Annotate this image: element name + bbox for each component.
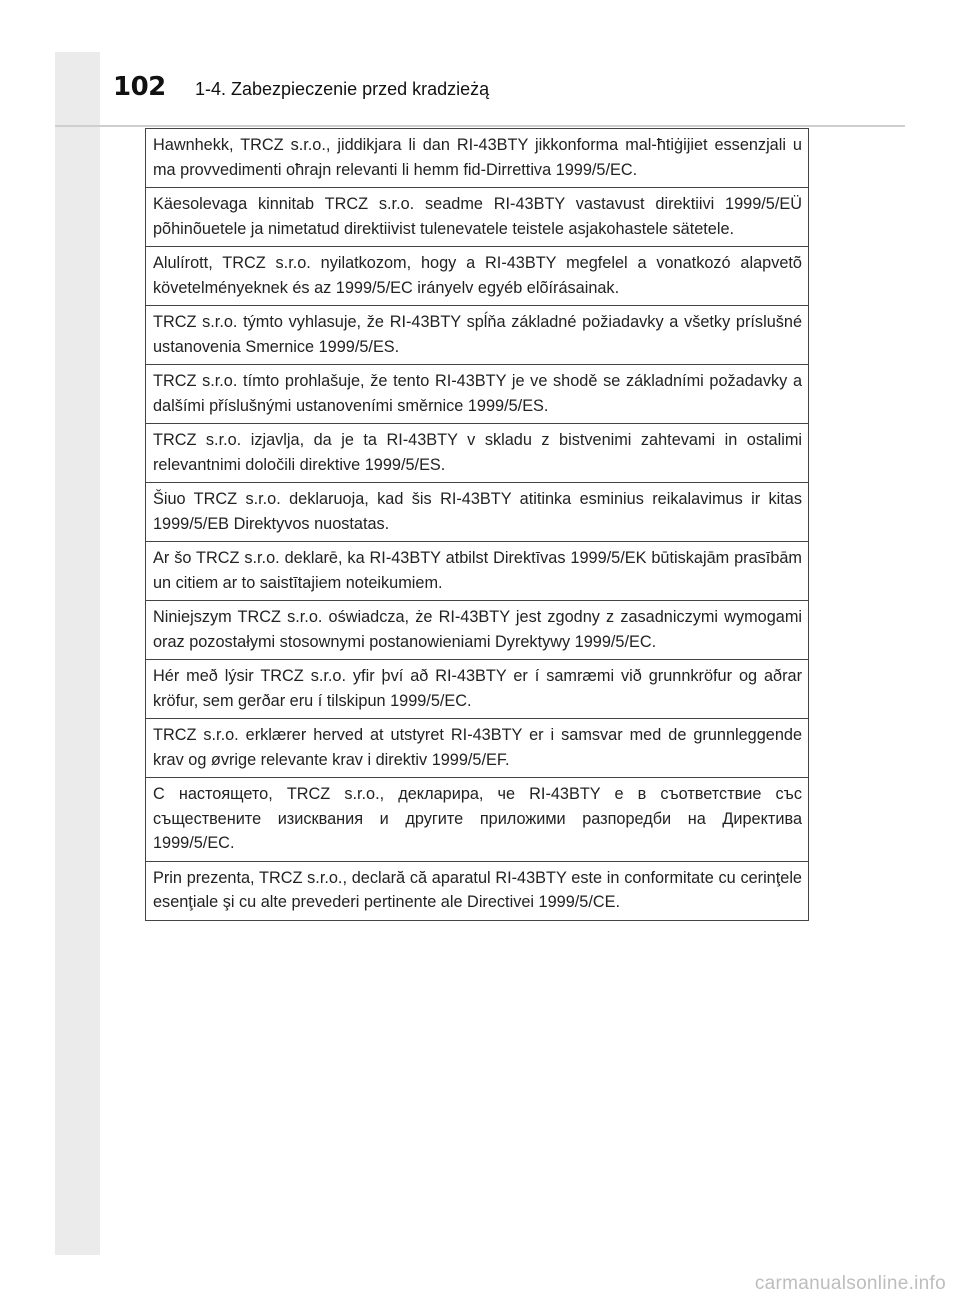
- declaration-romanian: Prin prezenta, TRCZ s.r.o., declară că aparatul RI-43BTY este in conformitate cu cerinţele esenţiale şi cu alte prevederi pertinente ale Directivei 1999/5/CE.: [146, 861, 808, 920]
- watermark: carmanualsonline.info: [754, 1273, 946, 1294]
- declaration-maltese: Hawnhekk, TRCZ s.r.o., jiddikjara li dan RI-43BTY jikkonforma mal-ħtiġijiet essenzjali u ma provvedimenti oħrajn relevanti li hemm fid-Dirrettiva 1999/5/EC.: [153, 136, 802, 179]
- declaration-icelandic: Hér með lýsir TRCZ s.r.o. yfir því að RI-43BTY er í samræmi við grunnkröfur og aðrar kröfur, sem gerðar eru í tilskipun 1999/5/EC.: [146, 659, 808, 718]
- declaration-hungarian: Alulírott, TRCZ s.r.o. nyilatkozom, hogy a RI-43BTY megfelel a vonatkozó alapvetõ követelményeknek és az 1999/5/EC irányelv egyéb elõírásainak.: [146, 246, 808, 305]
- declaration-norwegian: TRCZ s.r.o. erklærer herved at utstyret RI-43BTY er i samsvar med de grunnleggende krav og øvrige relevante krav i direktiv 1999/5/EF.: [146, 718, 808, 777]
- declaration-lithuanian: Šiuo TRCZ s.r.o. deklaruoja, kad šis RI-43BTY atitinka esminius reikalavimus ir kitas 1999/5/EB Direktyvos nuostatas.: [146, 482, 808, 541]
- declarations-table: [145, 128, 809, 921]
- declaration-slovenian: TRCZ s.r.o. izjavlja, da je ta RI-43BTY v skladu z bistvenimi zahtevami in ostalimi relevantnimi določili direktive 1999/5/ES.: [146, 423, 808, 482]
- declaration-estonian: Käesolevaga kinnitab TRCZ s.r.o. seadme RI-43BTY vastavust direktiivi 1999/5/EÜ põhinõuetele ja nimetatud direktiivist tulenevatele teistele asjakohastele sätetele.: [146, 187, 808, 246]
- page-header: [55, 52, 905, 127]
- declaration-slovak: TRCZ s.r.o. týmto vyhlasuje, že RI-43BTY spĺňa základné požiadavky a všetky príslušné ustanovenia Smernice 1999/5/ES.: [146, 305, 808, 364]
- declaration-bulgarian: С настоящето, TRCZ s.r.o., декларира, че RI-43BTY е в съответствие със съществените изисквания и другите приложими разпоредби на Директива 1999/5/EC.: [146, 777, 808, 861]
- page-number: 102: [113, 72, 166, 102]
- side-band: [55, 52, 100, 1255]
- declaration-czech: TRCZ s.r.o. tímto prohlašuje, že tento RI-43BTY je ve shodě se základními požadavky a dalšími příslušnými ustanoveními směrnice 1999/5/ES.: [146, 364, 808, 423]
- section-title: 1-4. Zabezpieczenie przed kradzieżą: [195, 79, 490, 99]
- declaration-polish: Niniejszym TRCZ s.r.o. oświadcza, że RI-43BTY jest zgodny z zasadniczymi wymogami oraz pozostałymi stosownymi postanowieniami Dyrektywy 1999/5/EC.: [146, 600, 808, 659]
- declaration-latvian: Ar šo TRCZ s.r.o. deklarē, ka RI-43BTY atbilst Direktīvas 1999/5/EK būtiskajām prasībām un citiem ar to saistītajiem noteikumiem.: [146, 541, 808, 600]
